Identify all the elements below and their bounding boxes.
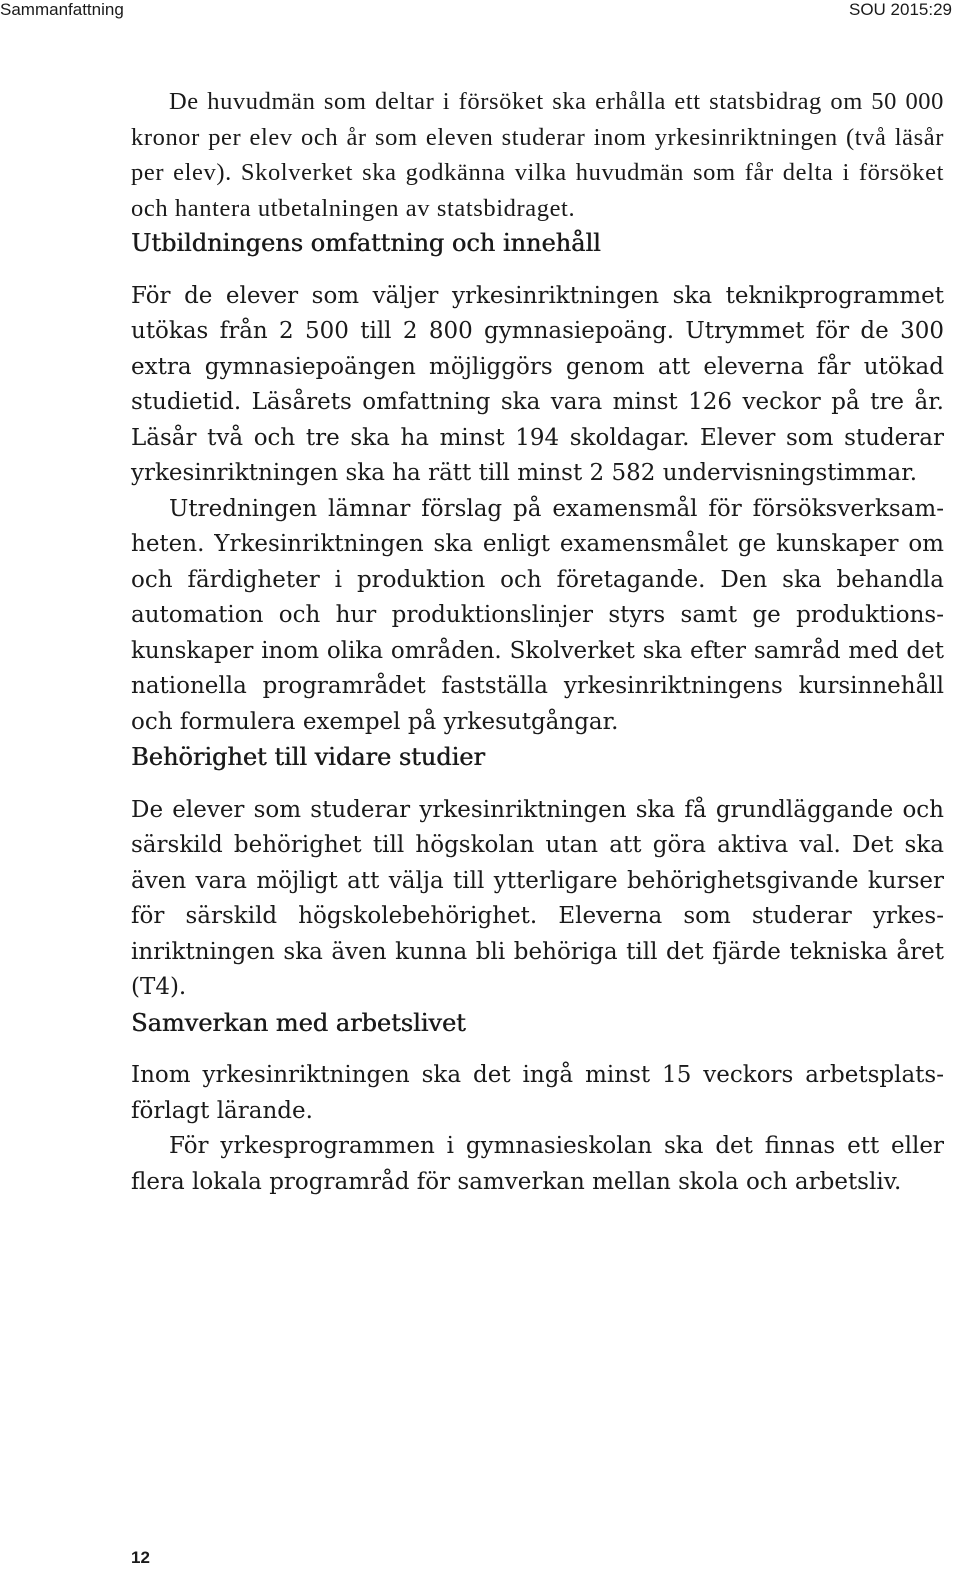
paragraph-samverkan-1: Inom yrkesinriktningen ska det ingå minst 15 veckors arbetsplatsförlagt lärande.	[131, 1062, 944, 1124]
paragraph-omfattning-1: För de elever som väljer yrkesinriktningen ska teknikprogrammet utökas från 2 500 till 2 800 gymnasiepoäng. Utrymmet för de 300 extra gymnasiepoängen möjliggörs genom att eleverna får utökad studietid. Läsårets omfattning ska vara minst 126 veckor på tre år. Läsår två och tre ska ha minst 194 skoldagar. Elever som studerar yrkesinriktningen ska ha rätt till minst 2 582 undervisningstimmar.	[131, 282, 944, 486]
running-header	[0, 0, 960, 24]
paragraph-samverkan-2: För yrkesprogrammen i gymnasieskolan ska det finnas ett eller flera lokala programråd för samverkan mellan skola och arbetsliv.	[131, 1133, 944, 1195]
intro-paragraph: De huvudmän som deltar i försöket ska erhålla ett statsbidrag om 50 000 kronor per elev och år som eleven studerar inom yrkesinriktningen (två läsår per elev). Skolverket ska godkänna vilka huvudmän som får delta i försöket och hantera utbetalningen av statsbidraget.	[131, 88, 944, 222]
paragraph-behorighet-1: De elever som studerar yrkesinriktningen ska få grundläggande och särskild behörighet till högskolan utan att göra aktiva val. Det ska även vara möjligt att välja till ytterligare behörighetsgivande kurser för särskild högskolebehörighet. Eleverna som studerar yrkesinriktningen ska även kunna bli behöriga till det fjärde tekniska året (T4).	[131, 796, 944, 1000]
page-body	[131, 84, 944, 1200]
header-section-title: Sammanfattning	[0, 0, 124, 19]
header-document-id: SOU 2015:29	[848, 0, 952, 19]
paragraph-omfattning-2: Utredningen lämnar förslag på examensmål för försöksverksamheten. Yrkesinriktningen ska enligt examensmålet ge kunskaper om och färdigheter i produktion och företagande. Den ska behandla automation och hur produktionslinjer styrs samt ge produktionskunskaper inom olika områden. Skolverket ska efter samråd med det nationella programrådet fastställa yrkesinriktningens kursinnehåll och formulera exempel på yrkesutgångar.	[131, 495, 944, 735]
section-heading-behorighet: Behörighet till vidare studier	[131, 743, 485, 771]
section-heading-omfattning: Utbildningens omfattning och innehåll	[131, 229, 601, 257]
section-heading-samverkan: Samverkan med arbetslivet	[131, 1008, 466, 1037]
page-number: 12	[131, 1548, 150, 1567]
